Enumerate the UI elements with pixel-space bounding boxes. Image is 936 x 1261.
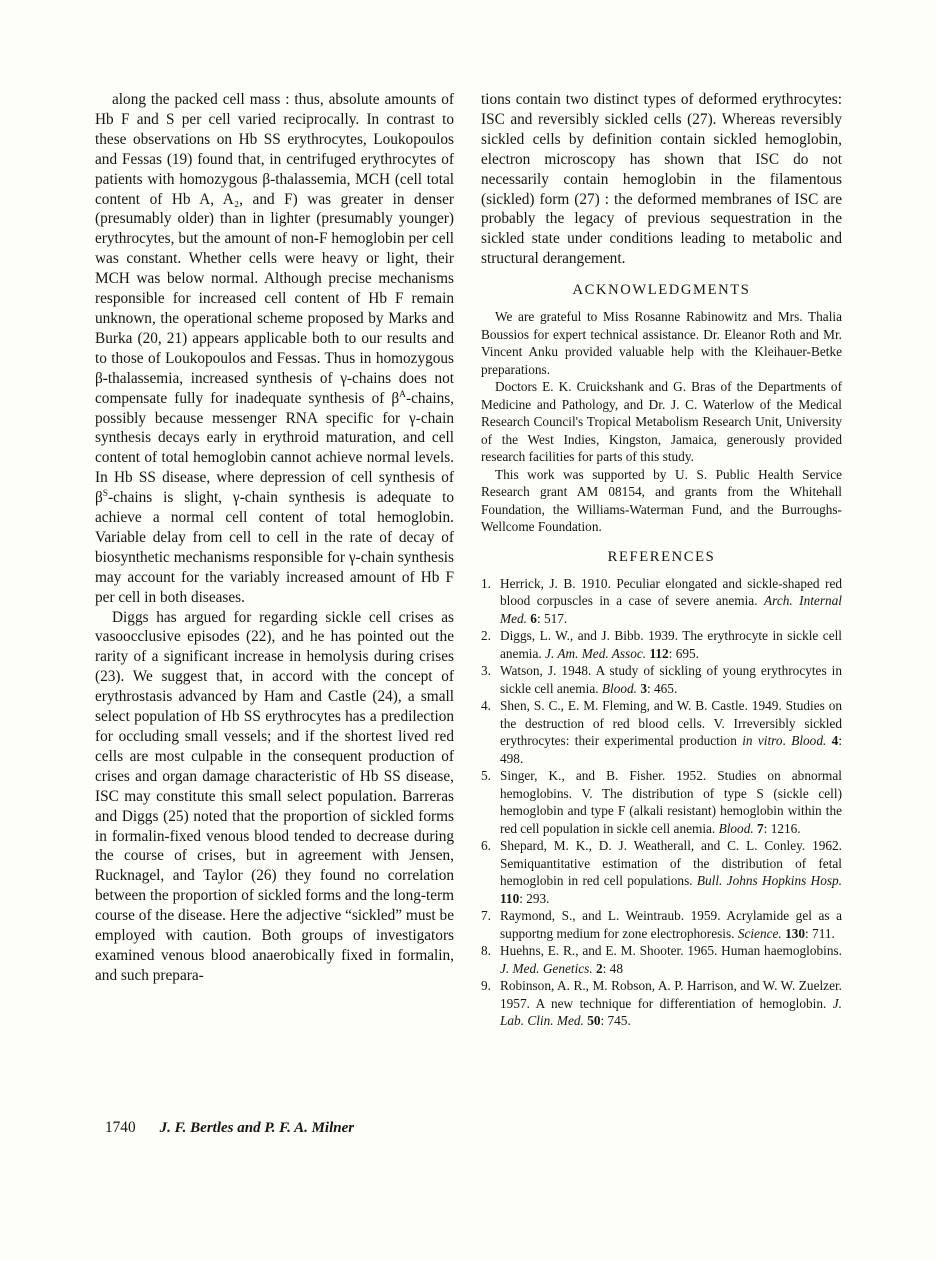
acknowledgment-paragraph: We are grateful to Miss Rosanne Rabinowitz and Mrs. Thalia Boussios for expert technical assistance. Dr. Eleanor Roth and Mr. Vincent Anku provided valuable help with the Kleihauer-Betke preparations. (481, 309, 842, 377)
reference-list (481, 575, 842, 1030)
reference-text: Huehns, E. R., and E. M. Shooter. 1965. Human haemoglobins. J. Med. Genetics. 2: 48 (500, 943, 842, 976)
reference-number: 2. (481, 628, 491, 644)
reference-item (481, 627, 842, 662)
page-number: 1740 (105, 1119, 136, 1136)
reference-item (481, 942, 842, 977)
acknowledgments-paragraphs (481, 308, 842, 536)
reference-number: 9. (481, 978, 491, 994)
left-column (95, 90, 454, 986)
two-column-layout (95, 90, 896, 1030)
reference-text: Robinson, A. R., M. Robson, A. P. Harrison, and W. W. Zuelzer. 1957. A new technique for differentiation of hemoglobin. J. Lab. Clin. Med. 50: 745. (500, 978, 842, 1029)
reference-text: Shen, S. C., E. M. Fleming, and W. B. Castle. 1949. Studies on the destruction of red blood cells. V. Irreversibly sickled erythrocytes: their experimental production in vitro. Blood. 4: 498. (500, 698, 843, 766)
reference-item (481, 697, 842, 767)
reference-number: 1. (481, 575, 491, 591)
reference-item (481, 662, 842, 697)
reference-text: Herrick, J. B. 1910. Peculiar elongated and sickle-shaped red blood corpuscles in a case of severe anemia. Arch. Internal Med. 6: 517. (500, 575, 842, 626)
reference-number: 4. (481, 698, 491, 714)
left-column-paragraphs (95, 90, 454, 986)
reference-number: 7. (481, 908, 491, 924)
reference-text: Diggs, L. W., and J. Bibb. 1939. The erythrocyte in sickle cell anemia. J. Am. Med. Assoc. 112: 695. (500, 628, 842, 661)
reference-number: 3. (481, 663, 491, 679)
acknowledgments-heading: ACKNOWLEDGMENTS (572, 282, 751, 299)
body-paragraph-continuation: tions contain two distinct types of deformed erythrocytes: ISC and reversibly sickled cells (27). Whereas reversibly sickled cells by definition contain sickled hemoglobin, electron microscopy has shown that ISC do not necessarily contain hemoglobin in the filamentous (sickled) form (27) : the deformed membranes of ISC are probably the legacy of previous sequestration in the sickled state under conditions leading to metabolic and structural derangement. (481, 91, 842, 268)
reference-text: Shepard, M. K., D. J. Weatherall, and C. L. Conley. 1962. Semiquantitative estimation of the distribution of fetal hemoglobin in red cell populations. Bull. Johns Hopkins Hosp. 110: 293. (500, 838, 842, 906)
body-paragraph: along the packed cell mass : thus, absolute amounts of Hb F and S per cell varied reciprocally. In contrast to these observations on Hb SS erythrocytes, Loukopoulos and Fessas (19) found that, in centrifuged erythrocytes of patients with homozygous β-thalassemia, MCH (cell total content of Hb A, A₂, and F) was greater in denser (presumably older) than in lighter (presumably younger) erythrocytes, but the amount of non-F hemoglobin per cell was constant. Whether cells were heavy or light, their MCH was below normal. Although precise mechanisms responsible for increased cell content of Hb F remain unknown, the operational scheme proposed by Marks and Burka (20, 21) appears applicable both to our results and to those of Loukopoulos and Fessas. Thus in homozygous β-thalassemia, increased synthesis of γ-chains does not compensate fully for inadequate synthesis of $\beta^A$-chains, possibly because messenger RNA specific for γ-chain synthesis decays early in erythroid maturation, and cell content of total hemoglobin cannot achieve normal levels. In Hb SS disease, where depression of cell synthesis of $\beta^S$-chains is slight, γ-chain synthesis is adequate to achieve a normal cell content of total hemoglobin. Variable delay from cell to cell in the rate of decay of biosynthetic mechanisms responsible for γ-chain synthesis may account for the variably increased amount of Hb F per cell in both diseases. (95, 91, 454, 606)
reference-text: Singer, K., and B. Fisher. 1952. Studies on abnormal hemoglobins. V. The distribution of type S (sickle cell) hemoglobin and type F (alkali resistant) hemoglobin within the red cell population in sickle cell anemia. Blood. 7: 1216. (500, 768, 842, 836)
running-authors: J. F. Bertles and P. F. A. Milner (159, 1120, 355, 1136)
reference-number: 8. (481, 943, 491, 959)
reference-number: 5. (481, 768, 491, 784)
reference-item (481, 837, 842, 907)
reference-item (481, 907, 842, 942)
reference-text: Watson, J. 1948. A study of sickling of young erythrocytes in sickle cell anemia. Blood. 3: 465. (500, 663, 842, 696)
reference-item (481, 575, 842, 628)
reference-number: 6. (481, 838, 491, 854)
acknowledgment-paragraph: Doctors E. K. Cruickshank and G. Bras of the Departments of Medicine and Pathology, and Dr. J. C. Waterlow of the Medical Research Council's Tropical Metabolism Research Unit, University of the West Indies, Kingston, Jamaica, generously provided research facilities for parts of this study. (481, 379, 842, 465)
references-heading: REFERENCES (607, 548, 716, 565)
acknowledgment-paragraph: This work was supported by U. S. Public Health Service Research grant AM 08154, and grants from the Whitehall Foundation, the Williams-Waterman Fund, and the Burroughs-Wellcome Foundation. (481, 466, 842, 535)
body-paragraph: Diggs has argued for regarding sickle cell crises as vasoocclusive episodes (22), and he has pointed out the rarity of a significant increase in hemolysis during crises (23). We suggest that, in accord with the concept of erythrostasis advanced by Ham and Castle (24), a small select population of Hb SS erythrocytes has a predilection for occluding small vessels; and if the shortest lived red cells are most culpable in the consequent production of crises and organ damage characteristic of Hb SS disease, ISC may constitute this small select population. Barreras and Diggs (25) noted that the proportion of sickled forms in formalin-fixed venous blood tended to decrease during the course of crises, but in agreement with Jensen, Rucknagel, and Taylor (26) they found no correlation between the proportion of sickled forms and the long-term course of the disease. Here the adjective “sickled” must be employed with caution. Both groups of investigators examined venous blood anaerobically fixed in formalin, and such prepara- (95, 608, 454, 984)
page-footer (105, 1119, 354, 1137)
reference-item (481, 977, 842, 1030)
right-column (481, 90, 842, 1030)
reference-text: Raymond, S., and L. Weintraub. 1959. Acrylamide gel as a supportng medium for zone electrophoresis. Science. 130: 711. (500, 908, 842, 941)
reference-item (481, 767, 842, 837)
